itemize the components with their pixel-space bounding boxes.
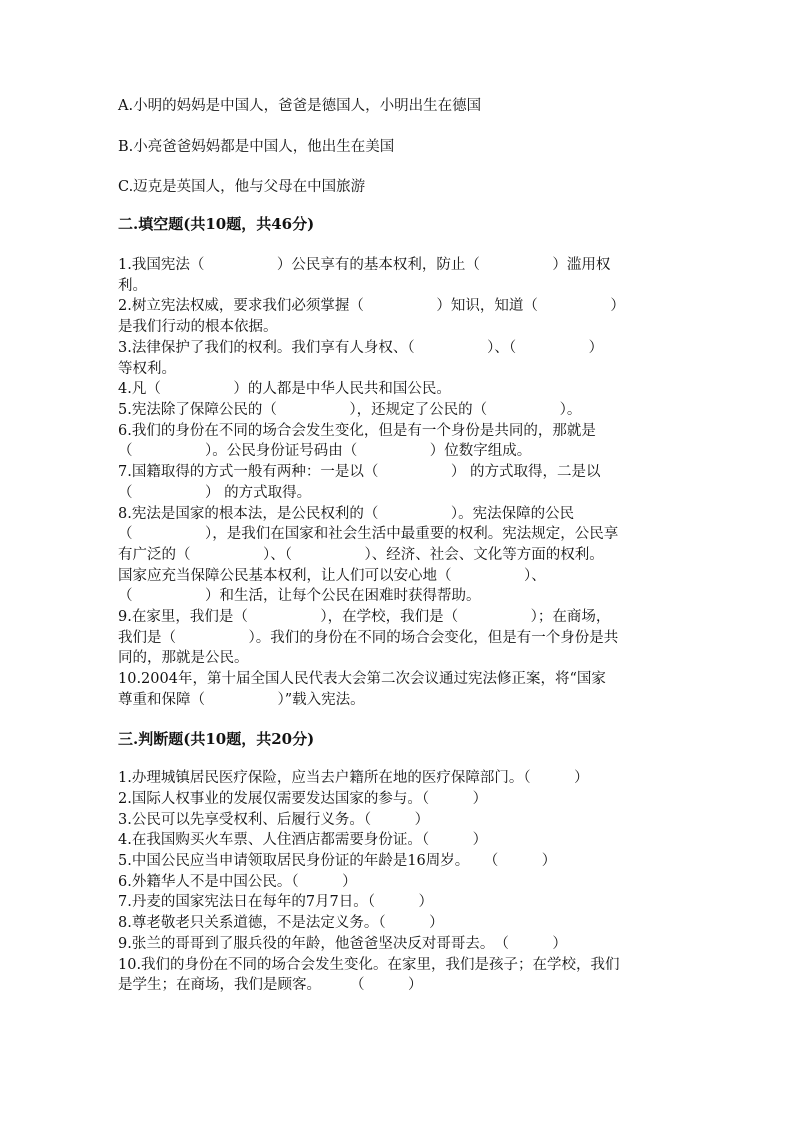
judge-line: 9.张兰的哥哥到了服兵役的年龄，他爸爸坚决反对哥哥去。 （ ） <box>118 936 567 952</box>
fill-line: （ ），是我们在国家和社会生活中最重要的权利。宪法规定，公民享 <box>118 526 619 542</box>
fill-line: 是我们行动的根本依据。 <box>118 319 278 335</box>
fill-line: （ ）和生活，让每个公民在困难时获得帮助。 <box>118 588 481 604</box>
choice-b: B.小亮爸爸妈妈都是中国人，他出生在美国 <box>118 139 395 155</box>
fill-line: 8.宪法是国家的根本法，是公民权利的（ ）。宪法保障的公民 <box>118 506 575 522</box>
fill-line: （ ）。公民身份证号码由（ ）位数字组成。 <box>118 443 532 459</box>
section-heading-judge: 三.判断题(共10题，共20分) <box>118 730 315 748</box>
fill-line: 2.树立宪法权威，要求我们必须掌握（ ）知识，知道（ ） <box>118 298 625 314</box>
judge-line: 是学生；在商场，我们是顾客。 （ ） <box>118 977 423 993</box>
fill-line: 10.2004年，第十届全国人民代表大会第二次会议通过宪法修正案，将“国家 <box>118 671 606 687</box>
fill-line: 我们是（ ）。我们的身份在不同的场合会变化，但是有一个身份是共 <box>118 630 619 646</box>
choice-c: C.迈克是英国人，他与父母在中国旅游 <box>118 179 366 195</box>
fill-line: 国家应充当保障公民基本权利，让人们可以安心地（ ）、 <box>118 568 546 584</box>
judge-line: 7.丹麦的国家宪法日在每年的7月7日。（ ） <box>118 894 434 910</box>
section-heading-fill: 二.填空题(共10题，共46分) <box>118 215 315 233</box>
fill-line: 等权利。 <box>118 361 176 377</box>
fill-line: 7.国籍取得的方式一般有两种：一是以（ ） 的方式取得，二是以 <box>118 464 601 480</box>
fill-line: 利。 <box>118 278 147 294</box>
choice-a: A.小明的妈妈是中国人，爸爸是德国人，小明出生在德国 <box>118 98 482 114</box>
fill-line: 5.宪法除了保障公民的（ ），还规定了公民的（ ）。 <box>118 402 582 418</box>
judge-line: 3.公民可以先享受权利、后履行义务。（ ） <box>118 812 430 828</box>
fill-line: 同的，那就是公民。 <box>118 650 249 666</box>
fill-line: 9.在家里，我们是（ ），在学校，我们是（ ）；在商场， <box>118 609 611 625</box>
judge-line: 6.外籍华人不是中国公民。（ ） <box>118 874 357 890</box>
fill-line: 3.法律保护了我们的权利。我们享有人身权、（ ）、（ ） <box>118 340 604 356</box>
fill-line: 4.凡（ ）的人都是中华人民共和国公民。 <box>118 381 451 397</box>
fill-line: 6.我们的身份在不同的场合会发生变化，但是有一个身份是共同的，那就是 <box>118 423 596 439</box>
fill-line: 有广泛的（ ）、（ ）、经济、社会、文化等方面的权利。 <box>118 547 604 563</box>
fill-line: 1.我国宪法（ ）公民享有的基本权利，防止（ ）滥用权 <box>118 257 611 273</box>
judge-line: 8.尊老敬老只关系道德，不是法定义务。（ ） <box>118 915 444 931</box>
judge-line: 1.办理城镇居民医疗保险，应当去户籍所在地的医疗保障部门。（ ） <box>118 770 589 786</box>
fill-line: （ ） 的方式取得。 <box>118 485 312 501</box>
judge-line: 5.中国公民应当申请领取居民身份证的年龄是16周岁。 （ ） <box>118 853 557 869</box>
fill-line: 尊重和保障（ ）”载入宪法。 <box>118 692 365 708</box>
judge-line: 4.在我国购买火车票、人住酒店都需要身份证。（ ） <box>118 832 488 848</box>
judge-line: 2.国际人权事业的发展仅需要发达国家的参与。（ ） <box>118 791 488 807</box>
judge-line: 10.我们的身份在不同的场合会发生变化。在家里，我们是孩子；在学校，我们 <box>118 957 620 973</box>
